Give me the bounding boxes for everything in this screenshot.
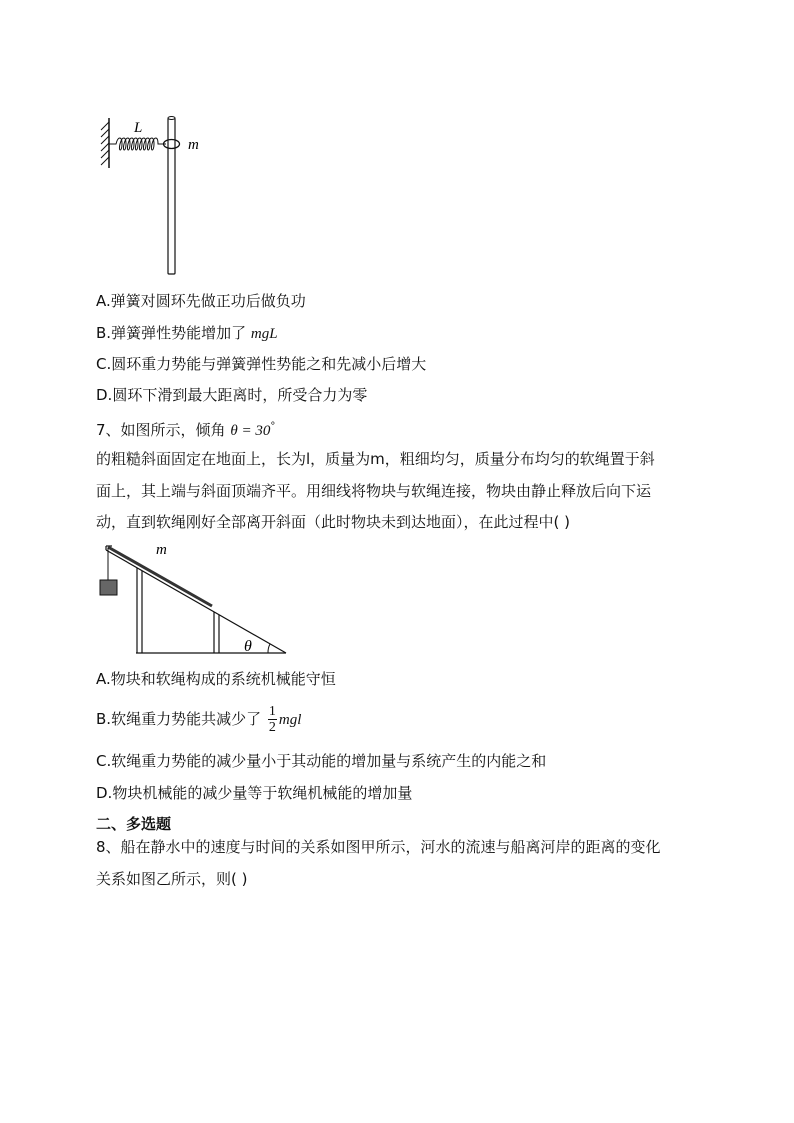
incline-angle-label: θ bbox=[244, 638, 252, 655]
q6-option-c: C.圆环重力势能与弹簧弹性势能之和先减小后增大 bbox=[96, 355, 427, 373]
q7-option-d: D.物块机械能的减少量等于软绳机械能的增加量 bbox=[96, 784, 413, 802]
q7-option-c: C.软绳重力势能的减少量小于其动能的增加量与系统产生的内能之和 bbox=[96, 752, 547, 770]
incline-figure bbox=[96, 538, 296, 658]
q8-stem-line2: 关系如图乙所示，则( ) bbox=[96, 870, 248, 888]
q7-stem-line1: 7、如图所示，倾角 θ = 30° bbox=[96, 421, 276, 439]
incline-mass-label: m bbox=[156, 542, 167, 558]
q6-option-a: A.弹簧对圆环先做正功后做负功 bbox=[96, 292, 306, 310]
q7-stem-line3: 面上，其上端与斜面顶端齐平。用细线将物块与软绳连接，物块由静止释放后向下运 bbox=[96, 482, 652, 500]
mass-label: m bbox=[188, 137, 199, 153]
q7-stem-line2: 的粗糙斜面固定在地面上，长为l，质量为m，粗细均匀，质量分布均匀的软绳置于斜 bbox=[96, 450, 655, 468]
q7-option-b: B.软绳重力势能共减少了 $\frac{1}{2}$ mgl bbox=[96, 704, 302, 735]
q8-stem-line1: 8、船在静水中的速度与时间的关系如图甲所示，河水的流速与船离河岸的距离的变化 bbox=[96, 838, 661, 856]
section-heading-multiple-choice: 二、多选题 bbox=[96, 815, 172, 833]
q7-option-a: A.物块和软绳构成的系统机械能守恒 bbox=[96, 670, 336, 688]
spring-ring-figure bbox=[96, 112, 226, 282]
spring-label: L bbox=[134, 120, 143, 136]
q7-stem-line4: 动，直到软绳刚好全部离开斜面（此时物块未到达地面），在此过程中( ) bbox=[96, 513, 570, 531]
q6-option-d: D.圆环下滑到最大距离时，所受合力为零 bbox=[96, 386, 368, 404]
fraction-one-half: $\frac{1}{2}$ bbox=[268, 704, 276, 735]
q6-option-b: B.弹簧弹性势能增加了 mgL bbox=[96, 324, 278, 342]
